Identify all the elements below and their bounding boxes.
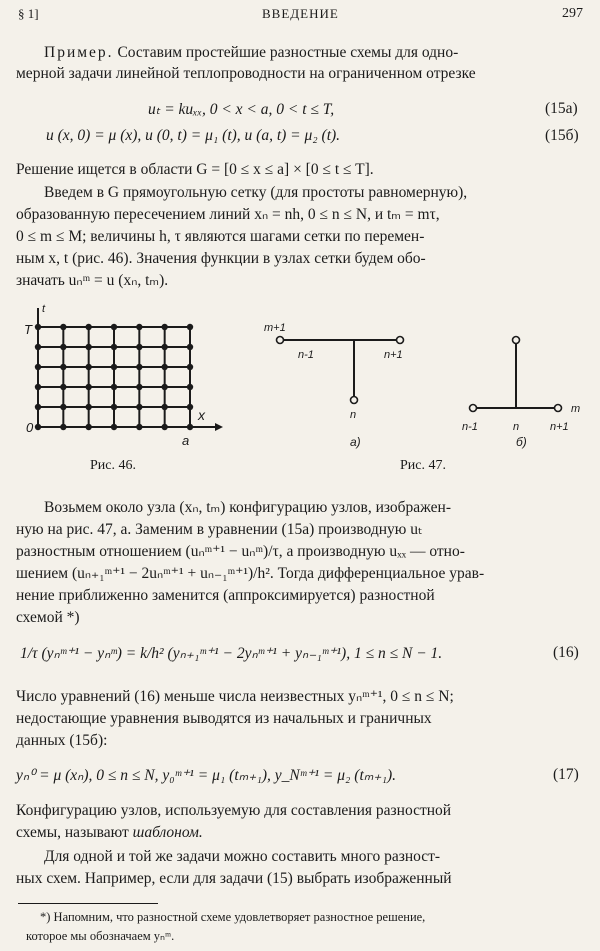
node-b-left (470, 405, 477, 412)
paragraph-7-line-2: ных схем. Например, если для задачи (15) выбрать изображенный (16, 870, 452, 887)
grid-node (85, 424, 91, 430)
footnote-rule (18, 903, 158, 904)
label-a-n-plus-1: n+1 (384, 349, 403, 361)
grid-node (60, 424, 66, 430)
label-a: a (182, 433, 190, 448)
label-b-n-plus-1: n+1 (550, 421, 569, 433)
grid-node (136, 344, 142, 350)
equation-15b-label: (15б) (545, 127, 579, 144)
grid-node (35, 384, 41, 390)
paragraph-4-line-3: разностным отношением (uₙᵐ⁺¹ − uₙᵐ)/τ, а производную uₓₓ — отно- (16, 543, 465, 560)
grid-node (161, 344, 167, 350)
grid-node (187, 364, 193, 370)
paragraph-1-line-2: мерной задачи линейной теплопроводности на ограниченном отрезке (16, 65, 476, 82)
grid-node (60, 324, 66, 330)
grid-node (187, 384, 193, 390)
grid-lines (38, 327, 190, 427)
grid-node (60, 384, 66, 390)
paragraph-4-line-6: схемой *) (16, 609, 80, 626)
label-a-n-minus-1: n-1 (298, 349, 314, 361)
paragraph-4-line-5: нение приближенно заменится (аппроксимируется) разностной (16, 587, 435, 604)
paragraph-4-line-4: шением (uₙ₊₁ᵐ⁺¹ − 2uₙᵐ⁺¹ + uₙ₋₁ᵐ⁺¹)/h². Тогда дифференциальное урав- (16, 565, 485, 582)
label-b-n: n (513, 421, 520, 433)
header-title: ВВЕДЕНИЕ (262, 6, 339, 21)
paragraph-5-line-2: недостающие уравнения выводятся из начальных и граничных (16, 710, 432, 727)
label-b-m: m (571, 403, 581, 415)
term-shablon: шаблоном. (132, 824, 203, 841)
grid-node (111, 404, 117, 410)
label-b-sub: б) (516, 435, 527, 449)
grid-node (187, 324, 193, 330)
equation-17: yₙ⁰ = μ (xₙ), 0 ≤ n ≤ N, y₀ᵐ⁺¹ = μ₁ (tₘ₊₁), y_Nᵐ⁺¹ = μ₂ (tₘ₊₁). (16, 767, 397, 784)
paragraph-6-line-2 (16, 822, 203, 844)
figure-46-grid (20, 300, 230, 460)
figure-47a-stencil (258, 318, 428, 458)
grid-node (136, 364, 142, 370)
equation-16: 1/τ (yₙᵐ⁺¹ − yₙᵐ) = k/h² (yₙ₊₁ᵐ⁺¹ − 2yₙᵐ⁺¹ + yₙ₋₁ᵐ⁺¹), 1 ≤ n ≤ N − 1. (20, 645, 443, 662)
grid-node (85, 384, 91, 390)
page-number: 297 (562, 6, 583, 21)
grid-node (85, 364, 91, 370)
grid-node (35, 404, 41, 410)
grid-node (136, 424, 142, 430)
example-lead: Пример. (44, 44, 114, 61)
equation-15b: u (x, 0) = μ (x), u (0, t) = μ₁ (t), u (a, t) = μ₂ (t). (46, 127, 341, 144)
paragraph-4-line-1: Возьмем около узла (xₙ, tₘ) конфигурацию узлов, изображен- (44, 499, 452, 516)
figure-47-caption: Рис. 47. (400, 458, 446, 473)
paragraph-7-line-1: Для одной и той же задачи можно составить много разност- (44, 848, 441, 865)
label-a-sub: а) (350, 435, 361, 449)
grid-node (35, 424, 41, 430)
equation-16-label: (16) (553, 644, 579, 661)
grid-node (136, 324, 142, 330)
x-axis-arrow (215, 423, 223, 431)
grid-node (161, 424, 167, 430)
paragraph-2-line-1: Решение ищется в области G = [0 ≤ x ≤ a] × [0 ≤ t ≤ T]. (16, 161, 374, 178)
grid-node (85, 404, 91, 410)
grid-node (187, 344, 193, 350)
grid-node (111, 324, 117, 330)
node-a-right (397, 337, 404, 344)
grid-node (187, 424, 193, 430)
figure-47b-stencil (458, 318, 598, 458)
node-b-top (513, 337, 520, 344)
grid-node (85, 344, 91, 350)
grid-node (35, 364, 41, 370)
grid-node (35, 344, 41, 350)
equation-17-label: (17) (553, 766, 579, 783)
grid-node (161, 324, 167, 330)
grid-node (136, 384, 142, 390)
paragraph-6-line-1: Конфигурацию узлов, используемую для составления разностной (16, 802, 452, 819)
grid-node (85, 324, 91, 330)
grid-node (111, 344, 117, 350)
label-a-m-plus-1: m+1 (264, 322, 286, 334)
paragraph-3-line-4: ным x, t (рис. 46). Значения функции в узлах сетки будем обо- (16, 250, 426, 267)
paragraph-3-line-3: 0 ≤ m ≤ M; величины h, τ являются шагами сетки по перемен- (16, 228, 425, 245)
footnote-line-2: которое мы обозначаем yₙᵐ. (26, 929, 175, 943)
grid-node (111, 424, 117, 430)
grid-node (161, 364, 167, 370)
grid-node (187, 404, 193, 410)
paragraph-3-line-1: Введем в G прямоугольную сетку (для простоты равномерную), (44, 184, 468, 201)
node-b-right (555, 405, 562, 412)
grid-node (161, 404, 167, 410)
paragraph-4-line-2: ную на рис. 47, а. Заменим в уравнении (15а) производную uₜ (16, 521, 423, 538)
grid-node (60, 364, 66, 370)
label-T: T (24, 322, 32, 337)
grid-node (136, 404, 142, 410)
node-a-bottom (351, 397, 358, 404)
label-b-n-minus-1: n-1 (462, 421, 478, 433)
label-t-axis: t (42, 303, 46, 315)
label-zero: 0 (26, 420, 34, 435)
node-a-left (277, 337, 284, 344)
paragraph-6-line-2-text: схемы, называют (16, 824, 133, 841)
paragraph-3-line-2: образованную пересечением линий xₙ = nh, 0 ≤ n ≤ N, и tₘ = mτ, (16, 206, 440, 223)
paragraph-3-line-5: значать uₙᵐ = u (xₙ, tₘ). (16, 272, 169, 289)
grid-node (60, 404, 66, 410)
figure-46-caption: Рис. 46. (90, 458, 136, 473)
paragraph-1-line-1 (44, 42, 458, 64)
label-x-axis: x (198, 407, 205, 423)
paragraph-5-line-1: Число уравнений (16) меньше числа неизвестных yₙᵐ⁺¹, 0 ≤ n ≤ N; (16, 688, 454, 705)
header-section: § 1] (18, 6, 39, 21)
grid-node (111, 364, 117, 370)
equation-15a-label: (15а) (545, 100, 578, 117)
paragraph-1-line-1-text: Составим простейшие разностные схемы для одно- (117, 44, 459, 61)
grid-node (35, 324, 41, 330)
grid-node (161, 384, 167, 390)
footnote-line-1: *) Напомним, что разностной схеме удовлетворяет разностное решение, (40, 910, 426, 924)
paragraph-5-line-3: данных (15б): (16, 732, 108, 749)
grid-node (60, 344, 66, 350)
equation-15a: uₜ = kuₓₓ, 0 < x < a, 0 < t ≤ T, (148, 101, 335, 118)
grid-node (111, 384, 117, 390)
label-a-n: n (350, 409, 357, 421)
